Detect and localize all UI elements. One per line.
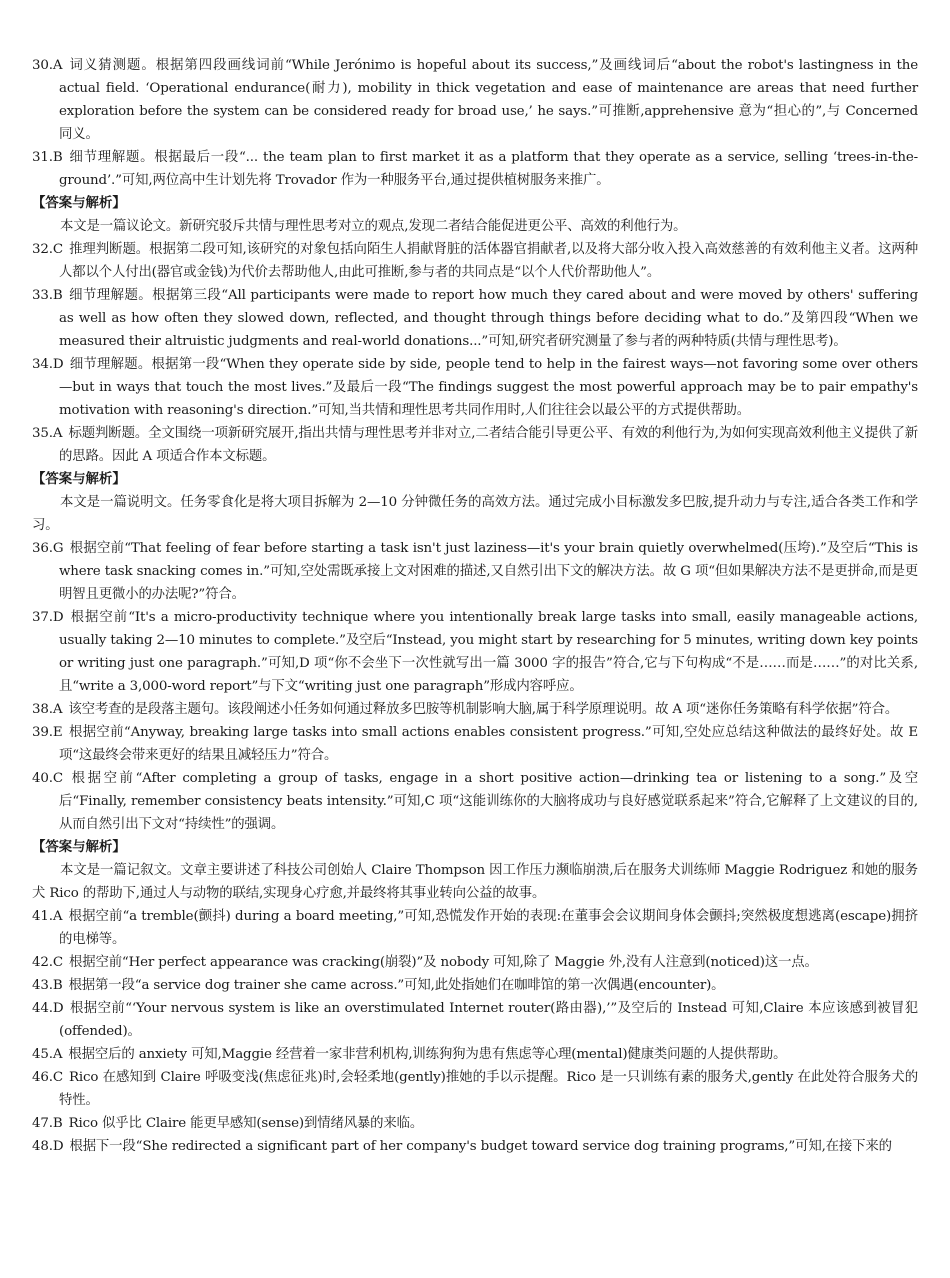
section-header: 【答案与解析】 (32, 840, 126, 855)
passage-summary: 本文是一篇议论文。新研究驳斥共情与理性思考对立的观点,发现二者结合能促进更公平、高效的利他行为。 (60, 219, 687, 234)
answer-item-40: 40.C 根据空前“After completing a group of tasks, engage in a short positive action—drinking tea or listening to a song.”及空后“Finally, remember consistency beats intensity.”可知,C 项“这能训练你的大脑将成功与良好感觉联系起来”符合,它解释了上文建议的目的,从而自然引出下文对“持续性”的强调。 (32, 771, 918, 832)
answer-item-37: 37.D 根据空前“It's a micro-productivity technique where you intentionally break large tasks into small, easily manageable actions, usually taking 2—10 minutes to complete.”及空后“Instead, you might start by researching for 5 minutes, writing down key points or writing just one paragraph.”可知,D 项“你不会坐下一次性就写出一篇 3000 字的报告”符合,它与下句构成“不是……而是……”的对比关系,且“write a 3,000-word report”与下文“writing just one paragraph”形成内容呼应。 (32, 610, 918, 694)
answer-item-34: 34.D 细节理解题。根据第一段“When they operate side by side, people tend to help in the fairest ways—not favoring some over others—but in ways that touch the most lives.”及最后一段“The findings suggest the most powerful approach may be to pair empathy's motivation with reasoning's direction.”可知,当共情和理性思考共同作用时,人们往往会以最公平的方式提供帮助。 (32, 357, 918, 418)
answer-item-38: 38.A 该空考查的是段落主题句。该段阐述小任务如何通过释放多巴胺等机制影响大脑,属于科学原理说明。故 A 项“迷你任务策略有科学依据”符合。 (32, 702, 899, 717)
answer-item-39: 39.E 根据空前“Anyway, breaking large tasks into small actions enables consistent progress.”可知,空处应总结这种做法的最终好处。故 E 项“这最终会带来更好的结果且减轻压力”符合。 (32, 725, 918, 763)
answer-item-42: 42.C 根据空前“Her perfect appearance was cracking(崩裂)”及 nobody 可知,除了 Maggie 外,没有人注意到(noticed)这一点。 (32, 955, 818, 970)
answer-item-30: 30.A 词义猜测题。根据第四段画线词前“While Jerónimo is hopeful about its success,”及画线词后“about the robot's lastingness in the actual field. ‘Operational endurance(耐力), mobility in thick vegetation and ease of maintenance are areas that need further exploration before the system can be considered ready for broad use,’ he says.”可推断,apprehensive 意为“担心的”,与 Concerned 同义。 (32, 58, 918, 142)
answer-item-44: 44.D 根据空前“‘Your nervous system is like an overstimulated Internet router(路由器),’”及空后的 Instead 可知,Claire 本应该感到被冒犯(offended)。 (32, 1001, 918, 1039)
answer-item-48: 48.D 根据下一段“She redirected a significant part of her company's budget toward service dog training programs,”可知,在接下来的 (32, 1139, 892, 1154)
answer-item-46: 46.C Rico 在感知到 Claire 呼吸变浅(焦虑征兆)时,会轻柔地(gently)推她的手以示提醒。Rico 是一只训练有素的服务犬,gently 在此处符合服务犬的特性。 (32, 1070, 918, 1108)
answer-item-41: 41.A 根据空前“a tremble(颤抖) during a board meeting,”可知,恐慌发作开始的表现:在董事会会议期间身体会颤抖;突然极度想逃离(escape)拥挤的电梯等。 (32, 909, 918, 947)
answer-item-32: 32.C 推理判断题。根据第二段可知,该研究的对象包括向陌生人捐献肾脏的活体器官捐献者,以及将大部分收入投入高效慈善的有效利他主义者。这两种人都以个人付出(器官或金钱)为代价去帮助他人,由此可推断,参与者的共同点是“以个人代价帮助他人”。 (32, 242, 918, 280)
section-header: 【答案与解析】 (32, 196, 126, 211)
passage-summary: 本文是一篇说明文。任务零食化是将大项目拆解为 2—10 分钟微任务的高效方法。通过完成小目标激发多巴胺,提升动力与专注,适合各类工作和学习。 (32, 495, 918, 533)
answer-item-47: 47.B Rico 似乎比 Claire 能更早感知(sense)到情绪风暴的来临。 (32, 1116, 424, 1131)
answer-item-35: 35.A 标题判断题。全文围绕一项新研究展开,指出共情与理性思考并非对立,二者结合能引导更公平、有效的利他行为,为如何实现高效利他主义提供了新的思路。因此 A 项适合作本文标题。 (32, 426, 918, 464)
section-header: 【答案与解析】 (32, 472, 126, 487)
answer-item-33: 33.B 细节理解题。根据第三段“All participants were made to report how much they cared about and were moved by others' suffering as well as how often they slowed down, reflected, and thought through things before deciding what to do.”及第四段“When we measured their altruistic judgments and real-world donations...”可知,研究者研究测量了参与者的两种特质(共情与理性思考)。 (32, 288, 918, 349)
answer-item-43: 43.B 根据第一段“a service dog trainer she came across.”可知,此处指她们在咖啡馆的第一次偶遇(encounter)。 (32, 978, 725, 993)
passage-summary: 本文是一篇记叙文。文章主要讲述了科技公司创始人 Claire Thompson 因工作压力濒临崩溃,后在服务犬训练师 Maggie Rodriguez 和她的服务犬 Rico 的帮助下,通过人与动物的联结,实现身心疗愈,并最终将其事业转向公益的故事。 (32, 863, 918, 901)
answer-item-36: 36.G 根据空前“That feeling of fear before starting a task isn't just laziness—it's your brain quietly overwhelmed(压垮).”及空后“This is where task snacking comes in.”可知,空处需既承接上文对困难的描述,又自然引出下文的解决方法。故 G 项“但如果解决方法不是更拼命,而是更明智且更微小的办法呢?”符合。 (32, 541, 918, 602)
answer-item-45: 45.A 根据空后的 anxiety 可知,Maggie 经营着一家非营利机构,训练狗狗为患有焦虑等心理(mental)健康类问题的人提供帮助。 (32, 1047, 787, 1062)
answer-item-31: 31.B 细节理解题。根据最后一段“... the team plan to first market it as a platform that they operate as a service, selling ‘trees-in-the-ground’.”可知,两位高中生计划先将 Trovador 作为一种服务平台,通过提供植树服务来推广。 (32, 150, 918, 188)
answer-page (32, 54, 918, 1158)
